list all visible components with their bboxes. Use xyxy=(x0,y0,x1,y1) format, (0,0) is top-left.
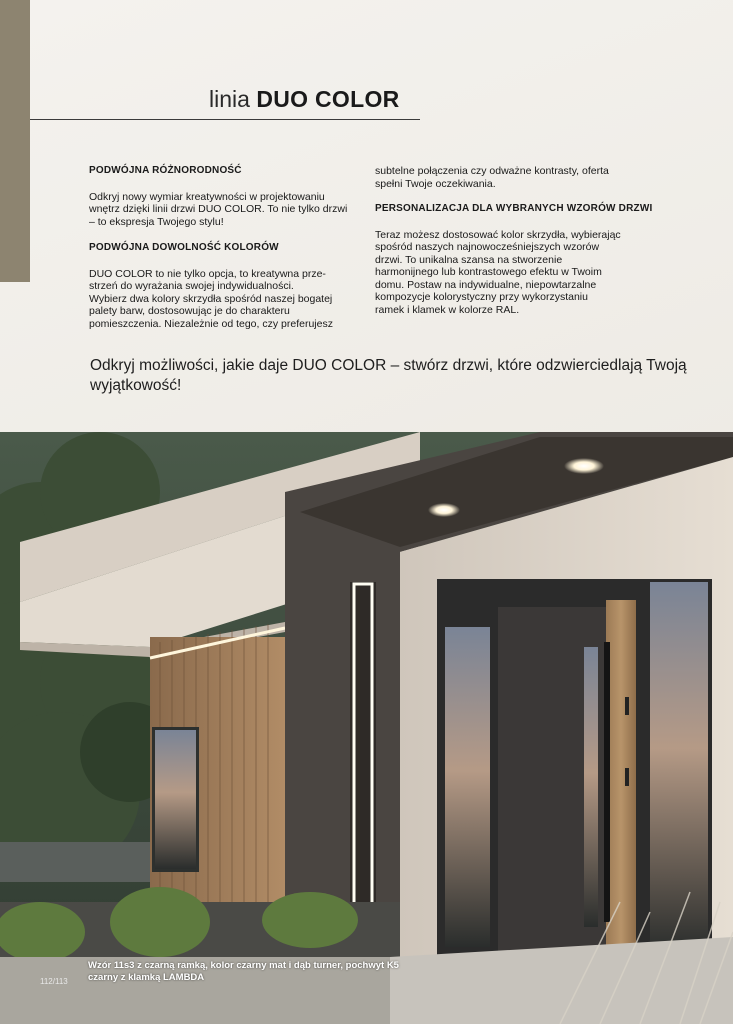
title-prefix: linia xyxy=(209,86,250,112)
left-text-column xyxy=(89,165,364,330)
paragraph-color-freedom: DUO COLOR to nie tylko opcja, to kreatywna prze- strzeń do wyrażania swojej indywidualności. Wybierz dwa kolory skrzydła spośród naszej bogatej palety barw, dostosowując je do charakteru pomieszczenia. Niezależnie od tego, czy preferujesz xyxy=(89,267,333,330)
photo-caption: Wzór 11s3 z czarną ramką, kolor czarny mat i dąb turner, pochwyt K5 czarny z klamką LAMBDA xyxy=(88,960,399,983)
title-product-line: DUO COLOR xyxy=(256,86,400,112)
paragraph-diversity: Odkryj nowy wymiar kreatywności w projektowaniu wnętrz dzięki linii drzwi DUO COLOR. To nie tylko drzwi – to ekspresja Twojego stylu! xyxy=(89,190,348,228)
title-underline xyxy=(30,119,420,120)
accent-side-bar xyxy=(0,0,30,282)
section-heading-diversity: PODWÓJNA RÓŻNORODNOŚĆ xyxy=(89,165,242,176)
call-to-action-text: Odkryj możliwości, jakie daje DUO COLOR – stwórz drzwi, które odzwierciedlają Twoją wyjątkowość! xyxy=(90,357,687,394)
page-number: 112/113 xyxy=(40,977,68,986)
paragraph-personalization: Teraz możesz dostosować kolor skrzydła, wybierając spośród naszych najnowocześniejszych wzorów drzwi. To unikalna szansa na stworzenie harmonijnego lub kontrastowego efektu w Twoim domu. Postaw na indywidualne, niepowtarzalne kompozycje kolorystyczny przy wykorzystaniu ramek i klamek w kolorze RAL. xyxy=(375,228,621,316)
house-entrance-photo xyxy=(0,432,733,1024)
right-text-column xyxy=(375,165,665,316)
section-heading-personalization: PERSONALIZACJA DLA WYBRANYCH WZORÓW DRZWI xyxy=(375,203,653,214)
page-title xyxy=(209,86,400,113)
paragraph-color-freedom-continued: subtelne połączenia czy odważne kontrasty, oferta spełni Twoje oczekiwania. xyxy=(375,165,609,190)
section-heading-color-freedom: PODWÓJNA DOWOLNOŚĆ KOLORÓW xyxy=(89,242,279,253)
